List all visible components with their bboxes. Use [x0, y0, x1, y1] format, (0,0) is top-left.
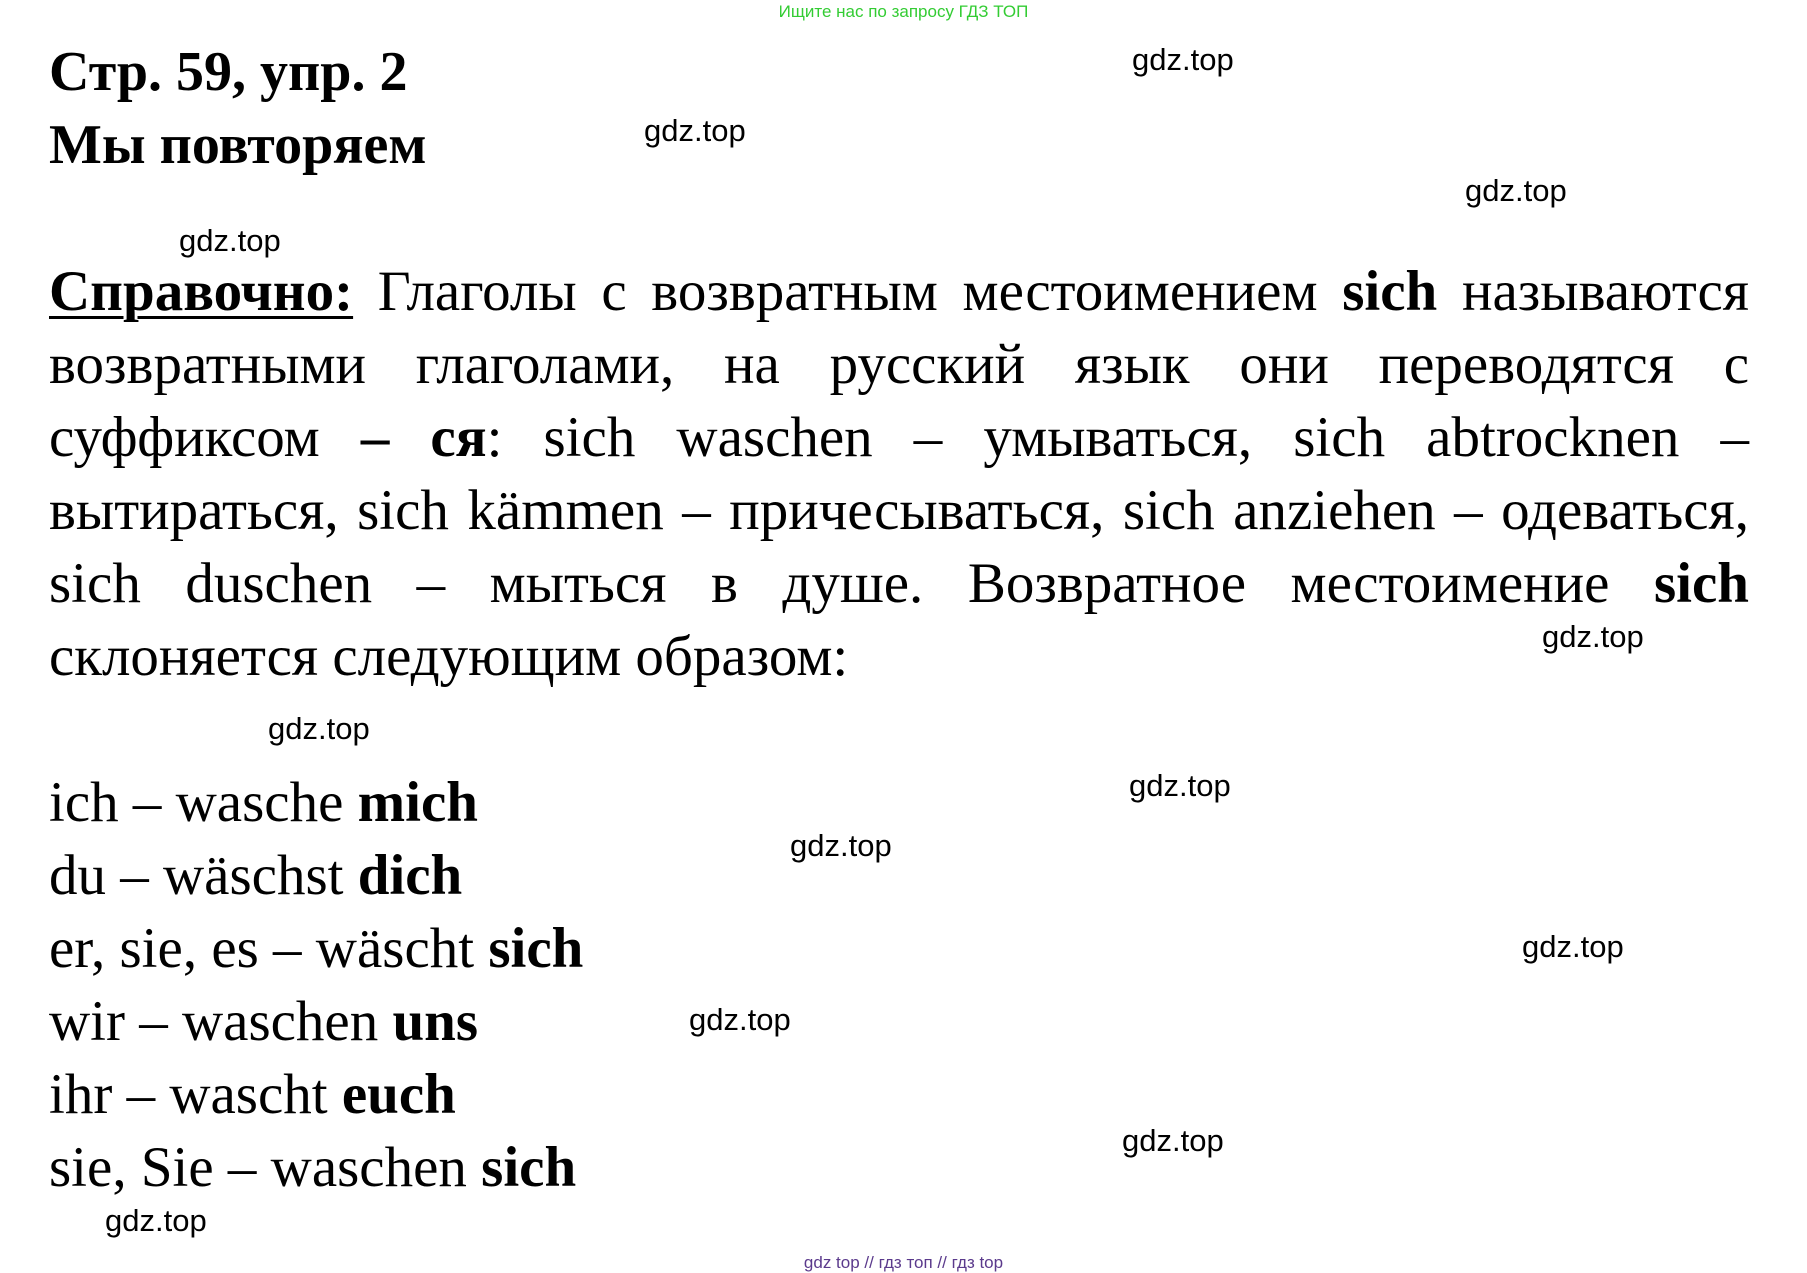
- watermark: gdz.top: [1465, 173, 1567, 208]
- reflexive-pronoun: sich: [481, 1136, 577, 1199]
- paragraph-text-2: называются возвратными глаголами, на русский язык они переводятся с суффиксом: [49, 260, 1749, 469]
- reflexive-pronoun: mich: [357, 771, 478, 834]
- conjugation-verb: wir – waschen: [49, 990, 393, 1053]
- conjugation-row: [49, 1058, 583, 1131]
- bold-sich-1: sich: [1342, 260, 1438, 323]
- reference-paragraph: [49, 255, 1749, 693]
- bold-suffix: – ся: [360, 406, 487, 469]
- conjugation-verb: sie, Sie – waschen: [49, 1136, 482, 1199]
- watermark: gdz.top: [689, 1002, 791, 1037]
- paragraph-text-4: склоняется следующим образом:: [49, 625, 849, 688]
- reflexive-pronoun: uns: [392, 990, 479, 1053]
- bottom-banner: gdz top // гдз топ // гдз top: [803, 1253, 1004, 1272]
- reference-label: Справочно:: [49, 260, 354, 323]
- conjugation-row: [49, 985, 583, 1058]
- top-banner: Ищите нас по запросу ГДЗ ТОП: [778, 2, 1029, 21]
- page-title: Стр. 59, упр. 2: [49, 41, 408, 103]
- paragraph-text-1: Глаголы с возвратным местоимением: [353, 260, 1343, 323]
- watermark: gdz.top: [1122, 1123, 1224, 1158]
- paragraph-text-3: : sich waschen – умываться, sich abtrocknen – вытираться, sich kämmen – причесываться, sich anziehen – одеваться, sich duschen – мыться в душе. Возвратное местоимение: [49, 406, 1749, 615]
- conjugation-row: [49, 912, 583, 985]
- conjugation-row: [49, 839, 583, 912]
- reflexive-pronoun: euch: [341, 1063, 456, 1126]
- watermark: gdz.top: [105, 1203, 207, 1238]
- watermark: gdz.top: [1132, 42, 1234, 77]
- bold-sich-2: sich: [1653, 552, 1749, 615]
- watermark: gdz.top: [790, 828, 892, 863]
- page-subtitle: Мы повторяем: [49, 114, 427, 176]
- conjugation-verb: ihr – wascht: [49, 1063, 342, 1126]
- watermark: gdz.top: [1129, 768, 1231, 803]
- conjugation-verb: er, sie, es – wäscht: [49, 917, 489, 980]
- watermark: gdz.top: [1542, 619, 1644, 654]
- conjugation-verb: ich – wasche: [49, 771, 358, 834]
- reflexive-pronoun: sich: [488, 917, 584, 980]
- conjugation-list: [49, 766, 583, 1204]
- conjugation-row: [49, 766, 583, 839]
- watermark: gdz.top: [1522, 929, 1624, 964]
- watermark: gdz.top: [644, 113, 746, 148]
- reflexive-pronoun: dich: [357, 844, 463, 907]
- conjugation-verb: du – wäschst: [49, 844, 358, 907]
- watermark: gdz.top: [268, 711, 370, 746]
- watermark: gdz.top: [179, 223, 281, 258]
- conjugation-row: [49, 1131, 583, 1204]
